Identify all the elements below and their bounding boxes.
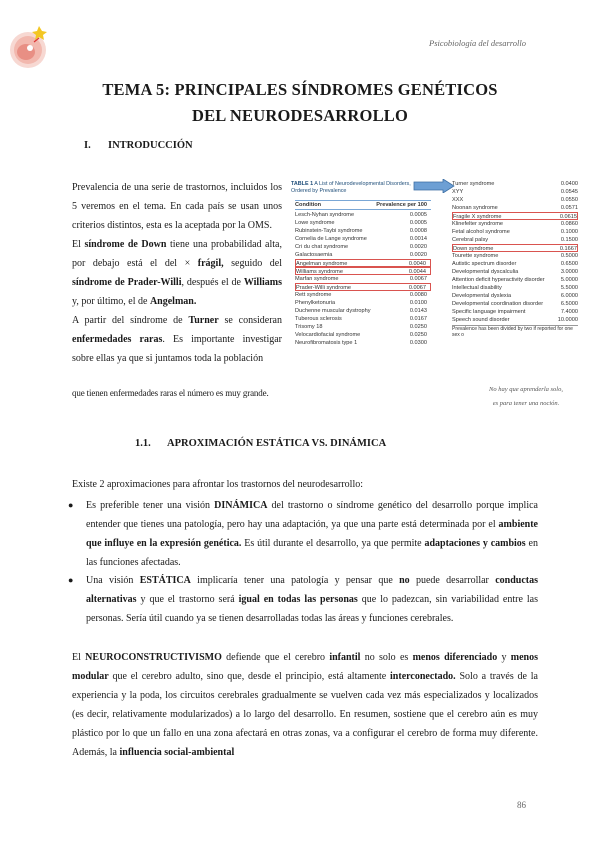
table-cell-prevalence: 0.0571 — [560, 205, 578, 211]
body-paragraph-neuroconstructivismo: El NEUROCONSTRUCTIVISMO defiende que el cerebro infantil no solo es menos diferenciado y menos modular que el cerebro adulto, sino que, desde el principio, está altamente interconectado. Solo a través de la experiencia y la poda, los circuitos cerebrales gradualmente se vuelven cada vez más especializados y localizados (es decir, relativamente modularizados) a lo largo del desarrollo. En resumen, sostiene que el cerebro aún es muy plástico por lo que un fallo en una zona afectará en otras zonas, va a configurar el cerebro de forma muy diferente. Además, la influencia social-ambiental — [72, 652, 539, 758]
table-cell-prevalence: 5.5000 — [560, 285, 578, 291]
table-cell-condition: Developmental dyscalculia — [452, 269, 519, 275]
bullet-item-dinamica: ● Es preferible tener una visión DINÁMICA del trastorno o síndrome genético del desarrollo porque implica entender que tienes una patología, pero hay una adaptación, ya que una parte está determinada por el ambiente que influye en la expresión genética. Es útil durante el desarrollo, ya que permite adaptaciones y cambios en las funciones afectadas. — [86, 496, 538, 572]
table-cell-condition: Williams syndrome — [296, 269, 343, 275]
table-cell-prevalence: 0.0250 — [409, 324, 427, 330]
table-cell-condition: Lesch-Nyhan syndrome — [295, 212, 355, 218]
subsection-title: APROXIMACIÓN ESTÁTICA VS. DINÁMICA — [167, 438, 387, 449]
table-cell-prevalence: 0.0860 — [560, 221, 578, 227]
table-row — [452, 300, 578, 308]
table-cell-condition: Attention deficit hyperactivity disorder — [452, 277, 545, 283]
table-cell-prevalence: 0.0400 — [560, 181, 578, 187]
section-heading-introduccion — [84, 140, 193, 151]
table-row — [295, 235, 431, 243]
table-cell-prevalence: 0.0250 — [409, 332, 427, 338]
table-row — [452, 180, 578, 188]
table-cell-prevalence: 0.6500 — [560, 261, 578, 267]
table-row — [295, 339, 431, 347]
table-caption: TABLE 1 A List of Neurodevelopmental Disorders, Ordered by Prevalence — [291, 181, 411, 194]
table-cell-condition: Cri du chat syndrome — [295, 244, 349, 250]
table-cell-prevalence: 0.0020 — [409, 252, 427, 258]
table-row — [295, 283, 431, 291]
bullet-icon: ● — [68, 500, 74, 510]
table-row — [452, 284, 578, 292]
table-cell-condition: Noonan syndrome — [452, 205, 498, 211]
table-cell-condition: Developmental dyslexia — [452, 293, 512, 299]
table-row — [295, 299, 431, 307]
table-cell-condition: Cornelia de Lange syndrome — [295, 236, 367, 242]
table-row — [295, 227, 431, 235]
table-row — [295, 259, 431, 267]
table-cell-condition: Marfan syndrome — [295, 276, 339, 282]
table-cell-prevalence: 0.0080 — [409, 292, 427, 298]
table-cell-condition: Trisomy 18 — [295, 324, 323, 330]
subsection-number: 1.1. — [135, 438, 151, 449]
table-cell-prevalence: 0.0067 — [408, 285, 426, 291]
table-cell-prevalence: 0.0008 — [409, 228, 427, 234]
table-cell-prevalence: 0.0167 — [409, 316, 427, 322]
section-heading-aproximacion — [135, 438, 386, 449]
page-title-line2: DEL NEURODESARROLLO — [191, 106, 409, 125]
table-cell-condition: Galactosaemia — [295, 252, 333, 258]
table-row — [452, 196, 578, 204]
page-title: TEMA 5: PRINCIPALES SÍNDROMES GENÉTICOS — [102, 80, 498, 99]
table-cell-prevalence: 0.0005 — [409, 212, 427, 218]
table-cell-condition: Speech sound disorder — [452, 317, 510, 323]
table-row — [452, 276, 578, 284]
table-cell-condition: Tourette syndrome — [452, 253, 499, 259]
table-cell-condition: Prader-Willi syndrome — [296, 285, 352, 291]
table-cell-prevalence: 0.1000 — [560, 229, 578, 235]
table-row — [452, 316, 578, 324]
table-cell-prevalence: 6.5000 — [560, 301, 578, 307]
table-cell-prevalence: 0.0100 — [409, 300, 427, 306]
body-paragraph-1: Existe 2 aproximaciones para afrontar los trastornos del neurodesarrollo: — [72, 479, 364, 490]
bullet-icon: ● — [68, 575, 74, 585]
table-cell-prevalence: 0.0300 — [409, 340, 427, 346]
table-row — [295, 251, 431, 259]
table-row — [452, 260, 578, 268]
table-cell-condition: Intellectual disability — [452, 285, 502, 291]
table-cell-condition: Turner syndrome — [452, 181, 495, 187]
table-cell-condition: Fetal alcohol syndrome — [452, 229, 510, 235]
table-cell-prevalence: 0.1500 — [560, 237, 578, 243]
table-cell-condition: Neurofibromatosis type 1 — [295, 340, 358, 346]
column-header-prevalence: Prevalence per 100 — [376, 202, 427, 208]
table-cell-prevalence: 7.4000 — [560, 309, 578, 315]
table-cell-prevalence: 0.0143 — [409, 308, 427, 314]
table-cell-prevalence: 0.0545 — [560, 189, 578, 195]
table-footnote: Prevalence has been divided by two if reported for one sex o — [452, 325, 578, 338]
table-row — [295, 211, 431, 219]
table-cell-condition: Klinefelter syndrome — [452, 221, 503, 227]
table-row — [295, 275, 431, 283]
table-row — [452, 228, 578, 236]
bullet-item-estatica: ● Una visión ESTÁTICA implicaría tener una patología y pensar que no puede desarrollar conductas alternativas y que el trastorno será igual en todas las personas que lo padezcan, sin variabilidad entre las personas. Sería útil cuando ya se tienen desarrolladas todas las áreas y funciones cerebrales. — [86, 571, 538, 628]
intro-paragraph-3: A partir del síndrome de Turner se consideran enfermedades raras. Es importante investigar sobre ellas ya que si juntamos toda la población — [72, 315, 282, 364]
table-cell-condition: Tuberous sclerosis — [295, 316, 342, 322]
table-row — [295, 267, 431, 275]
prevalence-table-right — [452, 180, 578, 338]
table-cell-condition: Cerebral palsy — [452, 237, 489, 243]
intro-paragraph-1: Prevalencia de una serie de trastornos, incluidos los 5 veremos en el tema. En cada país se usan unos criterios distintos, esta es la aceptada por la OMS. — [72, 182, 282, 231]
table-cell-prevalence: 0.0020 — [409, 244, 427, 250]
table-row — [295, 243, 431, 251]
arrow-right-icon — [413, 179, 455, 193]
intro-paragraph-2: El síndrome de Down tiene una probabilidad alta, por debajo está el del × frágil, seguido del síndrome de Prader-Willi, después el de Williams y, por último, el de Angelman. — [72, 239, 282, 307]
table-cell-prevalence: 0.0005 — [409, 220, 427, 226]
table-cell-condition: Angelman syndrome — [296, 261, 348, 267]
table-row — [452, 212, 578, 220]
table-cell-prevalence: 0.0044 — [408, 269, 426, 275]
table-row — [295, 315, 431, 323]
section-number: I. — [84, 140, 91, 151]
table-cell-condition: Velocardiofacial syndrome — [295, 332, 361, 338]
table-cell-prevalence: 0.0014 — [409, 236, 427, 242]
table-cell-prevalence: 0.0040 — [408, 261, 426, 267]
table-cell-condition: Developmental coordination disorder — [452, 301, 544, 307]
table-cell-condition: Duchenne muscular dystrophy — [295, 308, 371, 314]
table-cell-prevalence: 6.0000 — [560, 293, 578, 299]
table-row — [452, 268, 578, 276]
intro-text — [72, 178, 282, 368]
prevalence-table-left — [295, 200, 431, 347]
table-cell-condition: Specific language impairment — [452, 309, 526, 315]
table-row — [452, 244, 578, 252]
table-cell-condition: Rubinstein-Taybi syndrome — [295, 228, 363, 234]
intro-paragraph-3-last-line: que tienen enfermedades raras el número es muy grande. — [72, 388, 269, 398]
table-cell-condition: Lowe syndrome — [295, 220, 335, 226]
table-row — [452, 308, 578, 316]
table-row — [452, 292, 578, 300]
table-row — [295, 323, 431, 331]
table-cell-prevalence: 0.0615 — [559, 214, 577, 220]
table-row — [452, 220, 578, 228]
table-cell-prevalence: 0.0550 — [560, 197, 578, 203]
table-row — [295, 307, 431, 315]
column-header-condition: Condition — [295, 202, 322, 208]
table-cell-condition: Autistic spectrum disorder — [452, 261, 517, 267]
table-row — [452, 236, 578, 244]
table-row — [452, 204, 578, 212]
table-cell-prevalence: 5.0000 — [560, 277, 578, 283]
running-header: Psicobiología del desarrollo — [429, 38, 526, 48]
table-cell-condition: XXX — [452, 197, 464, 203]
table-cell-condition: Phenylketonuria — [295, 300, 336, 306]
table-row — [295, 331, 431, 339]
table-cell-prevalence: 0.1667 — [559, 246, 577, 252]
table-cell-prevalence: 0.0067 — [409, 276, 427, 282]
page-number: 86 — [517, 800, 526, 810]
table-row — [295, 291, 431, 299]
table-cell-condition: Rett syndrome — [295, 292, 332, 298]
table-cell-condition: XYY — [452, 189, 464, 195]
table-cell-prevalence: 3.0000 — [560, 269, 578, 275]
section-title: INTRODUCCIÓN — [108, 140, 193, 151]
table-cell-prevalence: 0.5000 — [560, 253, 578, 259]
table-row — [452, 188, 578, 196]
table-row — [452, 252, 578, 260]
table-cell-condition: Fragile X syndrome — [453, 214, 502, 220]
table-row — [295, 219, 431, 227]
table-cell-condition: Down syndrome — [453, 246, 494, 252]
side-note: No hay que aprenderla solo, es para tener una noción. — [489, 386, 563, 407]
baby-brain-logo-icon — [6, 20, 50, 74]
table-cell-prevalence: 10.0000 — [557, 317, 578, 323]
table-header — [295, 200, 431, 210]
